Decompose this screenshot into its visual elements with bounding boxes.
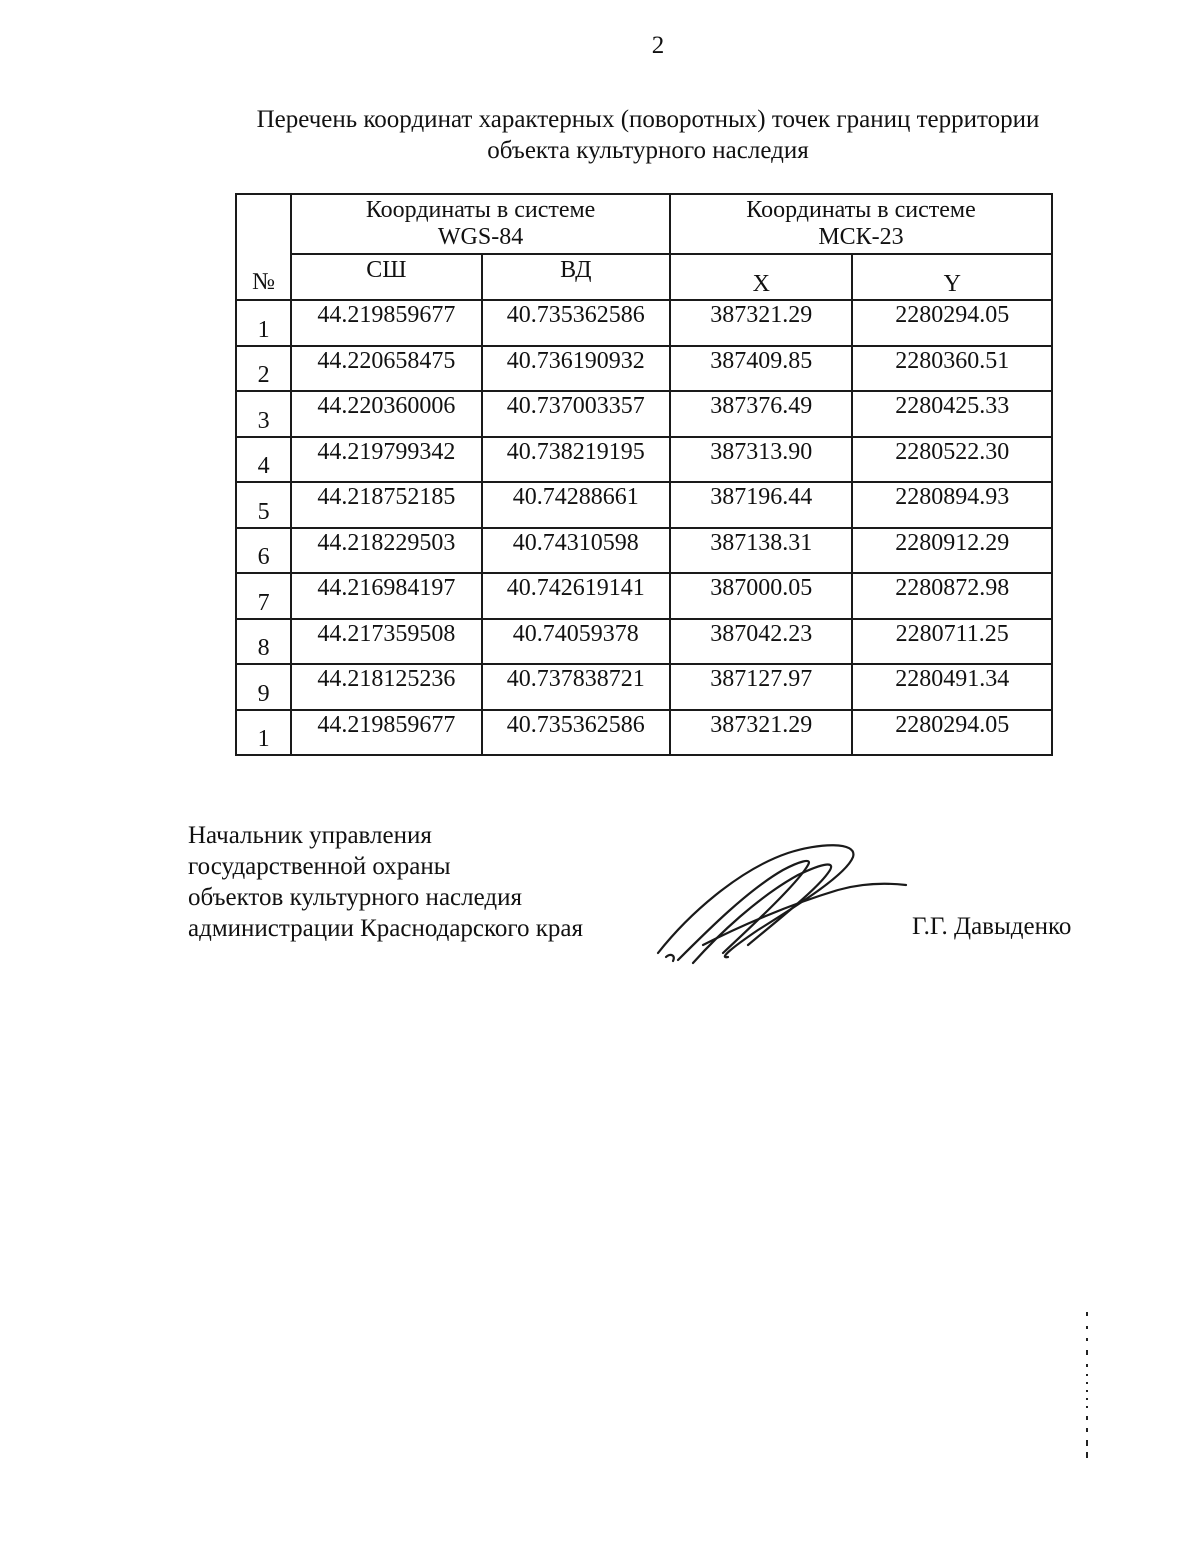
position-line-1: Начальник управления <box>188 822 432 849</box>
position-line-4: администрации Краснодарского края <box>188 915 584 942</box>
table-row <box>236 619 1052 665</box>
y-header: Y <box>852 254 1052 300</box>
wgs84-header-line-1: Координаты в системе <box>365 197 596 223</box>
latitude-cell: 44.220360006 <box>291 391 481 437</box>
document-title <box>140 104 1156 166</box>
x-cell: 387042.23 <box>670 619 852 665</box>
y-cell: 2280360.51 <box>852 346 1052 392</box>
title-line-1: Перечень координат характерных (поворотных) точек границ территории <box>256 106 1040 133</box>
point-number: 4 <box>236 437 291 483</box>
signatory-position <box>188 820 583 944</box>
latitude-cell: 44.220658475 <box>291 346 481 392</box>
y-cell: 2280425.33 <box>852 391 1052 437</box>
latitude-header: СШ <box>291 254 481 300</box>
longitude-cell: 40.74288661 <box>482 482 670 528</box>
x-cell: 387127.97 <box>670 664 852 710</box>
table-row <box>236 482 1052 528</box>
latitude-cell: 44.219799342 <box>291 437 481 483</box>
table-row <box>236 664 1052 710</box>
x-cell: 387409.85 <box>670 346 852 392</box>
x-cell: 387196.44 <box>670 482 852 528</box>
margin-dot-marks <box>1082 1310 1092 1460</box>
point-number: 6 <box>236 528 291 574</box>
longitude-cell: 40.74059378 <box>482 619 670 665</box>
point-number: 7 <box>236 573 291 619</box>
y-cell: 2280872.98 <box>852 573 1052 619</box>
table-row <box>236 437 1052 483</box>
x-header: X <box>670 254 852 300</box>
y-cell: 2280491.34 <box>852 664 1052 710</box>
latitude-cell: 44.217359508 <box>291 619 481 665</box>
latitude-cell: 44.219859677 <box>291 710 481 756</box>
point-number-header: № <box>236 194 291 300</box>
y-cell: 2280912.29 <box>852 528 1052 574</box>
wgs84-header-line-2: WGS-84 <box>437 224 524 250</box>
msk23-header-line-2: МСК-23 <box>818 224 904 250</box>
latitude-cell: 44.216984197 <box>291 573 481 619</box>
table-row <box>236 346 1052 392</box>
coordinates-table <box>235 193 1053 756</box>
x-cell: 387321.29 <box>670 710 852 756</box>
point-number: 5 <box>236 482 291 528</box>
y-cell: 2280894.93 <box>852 482 1052 528</box>
longitude-cell: 40.74310598 <box>482 528 670 574</box>
point-number: 2 <box>236 346 291 392</box>
point-number: 3 <box>236 391 291 437</box>
point-number: 8 <box>236 619 291 665</box>
point-number: 1 <box>236 710 291 756</box>
table-row <box>236 300 1052 346</box>
y-cell: 2280294.05 <box>852 300 1052 346</box>
x-cell: 387376.49 <box>670 391 852 437</box>
position-line-2: государственной охраны <box>188 853 451 880</box>
longitude-cell: 40.742619141 <box>482 573 670 619</box>
table-row <box>236 391 1052 437</box>
point-number: 1 <box>236 300 291 346</box>
wgs84-group-header <box>291 194 670 254</box>
point-number: 9 <box>236 664 291 710</box>
table-row <box>236 710 1052 756</box>
y-cell: 2280294.05 <box>852 710 1052 756</box>
signer-name: Г.Г. Давыденко <box>912 913 1072 940</box>
table-row <box>236 573 1052 619</box>
longitude-cell: 40.738219195 <box>482 437 670 483</box>
msk23-group-header <box>670 194 1052 254</box>
longitude-cell: 40.735362586 <box>482 300 670 346</box>
latitude-cell: 44.218125236 <box>291 664 481 710</box>
msk23-header-line-1: Координаты в системе <box>746 197 976 223</box>
longitude-cell: 40.737003357 <box>482 391 670 437</box>
latitude-cell: 44.219859677 <box>291 300 481 346</box>
y-cell: 2280522.30 <box>852 437 1052 483</box>
longitude-header: ВД <box>482 254 670 300</box>
latitude-cell: 44.218229503 <box>291 528 481 574</box>
title-line-2: объекта культурного наследия <box>487 137 809 164</box>
x-cell: 387321.29 <box>670 300 852 346</box>
x-cell: 387313.90 <box>670 437 852 483</box>
table-row <box>236 528 1052 574</box>
longitude-cell: 40.735362586 <box>482 710 670 756</box>
position-line-3: объектов культурного наследия <box>188 884 522 911</box>
latitude-cell: 44.218752185 <box>291 482 481 528</box>
longitude-cell: 40.737838721 <box>482 664 670 710</box>
page-number: 2 <box>651 32 665 59</box>
x-cell: 387000.05 <box>670 573 852 619</box>
handwritten-signature <box>648 835 918 970</box>
longitude-cell: 40.736190932 <box>482 346 670 392</box>
y-cell: 2280711.25 <box>852 619 1052 665</box>
x-cell: 387138.31 <box>670 528 852 574</box>
